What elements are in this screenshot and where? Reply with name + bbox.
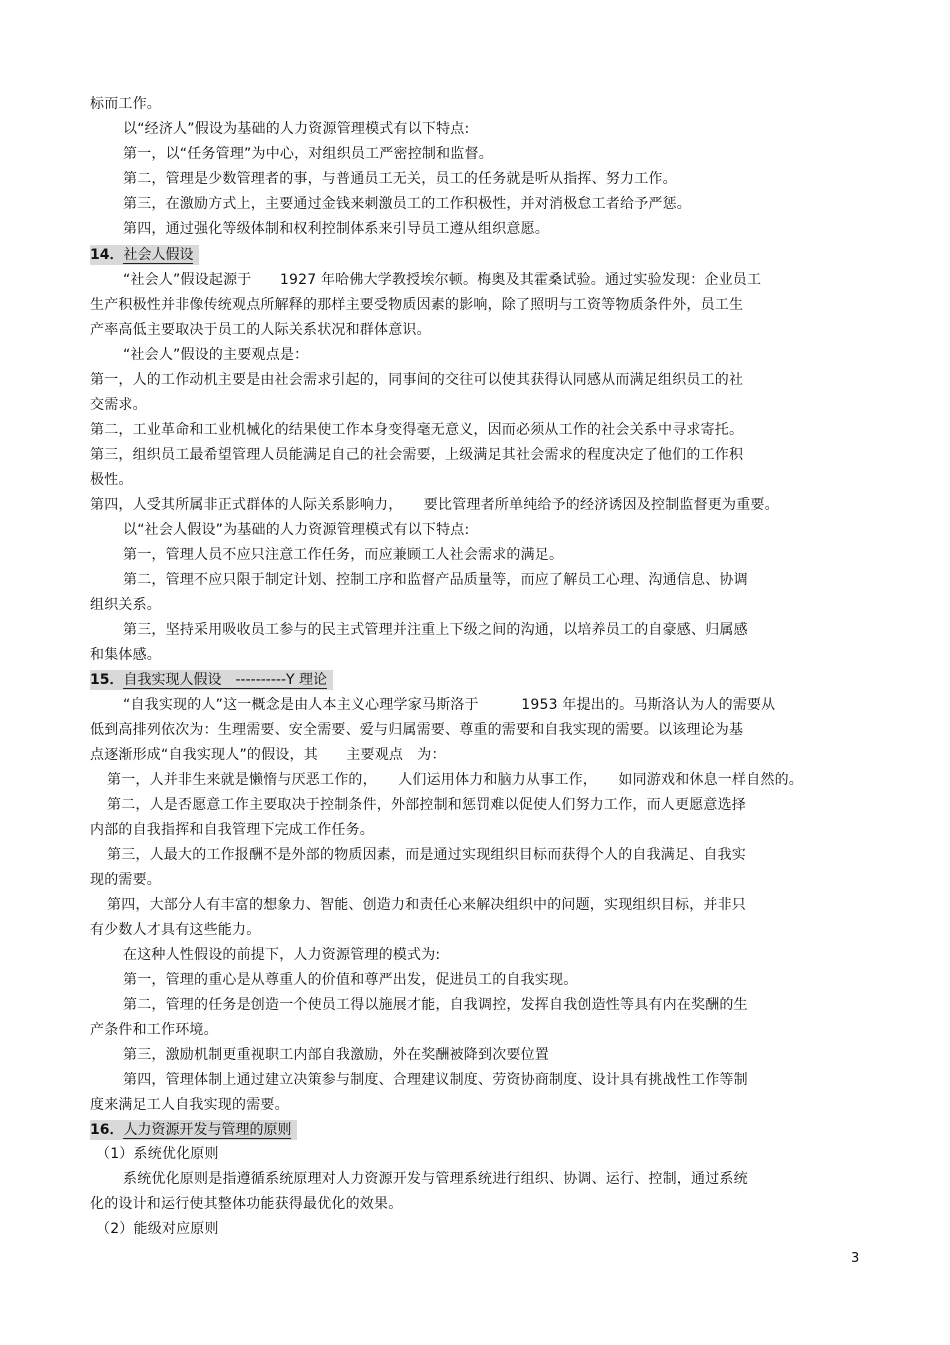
text-line: 第一，人的工作动机主要是由社会需求引起的，同事间的交往可以使其获得认同感从而满足组织员工的社 bbox=[90, 372, 744, 388]
text-line: 度来满足工人自我实现的需要。 bbox=[90, 1097, 289, 1113]
text-line: 系统优化原则是指遵循系统原理对人力资源开发与管理系统进行组织、协调、运行、控制，通过系统 bbox=[123, 1171, 748, 1187]
text-line: 第三，坚持采用吸收员工参与的民主式管理并注重上下级之间的沟通，以培养员工的自豪感、归属感 bbox=[123, 622, 748, 638]
text-line: “社会人”假设起源于 1927 年哈佛大学教授埃尔顿。梅奥及其霍桑试验。通过实验发现：企业员工 bbox=[123, 272, 762, 288]
text-line: （1）系统优化原则 bbox=[96, 1146, 219, 1162]
text-line: 第二，管理是少数管理者的事，与普通员工无关，员工的任务就是听从指挥、努力工作。 bbox=[123, 171, 677, 187]
text-line: 第三，人最大的工作报酬不是外部的物质因素，而是通过实现组织目标而获得个人的自我满足、自我实 bbox=[107, 847, 746, 863]
text-line: 第四，通过强化等级体制和权利控制体系来引导员工遵从组织意愿。 bbox=[123, 221, 549, 237]
text-line: 以“社会人假设”为基础的人力资源管理模式有以下特点: bbox=[123, 522, 470, 538]
text-line: 低到高排列依次为：生理需要、安全需要、爱与归属需要、尊重的需要和自我实现的需要。以该理论为基 bbox=[90, 722, 744, 738]
heading-number: 15． bbox=[90, 672, 124, 688]
text-line: 生产积极性并非像传统观点所解释的那样主要受物质因素的影响，除了照明与工资等物质条件外，员工生 bbox=[90, 297, 744, 313]
text-line: 第二，人是否愿意工作主要取决于控制条件，外部控制和惩罚难以促使人们努力工作，而人更愿意选择 bbox=[107, 797, 746, 813]
text-line: 第一，人并非生来就是懒惰与厌恶工作的， 人们运用体力和脑力从事工作， 如同游戏和休息一样自然的。 bbox=[107, 772, 803, 788]
text-line: 第二，管理的任务是创造一个使员工得以施展才能，自我调控，发挥自我创造性等具有内在奖酬的生 bbox=[123, 997, 748, 1013]
text-line: 第四，管理体制上通过建立决策参与制度、合理建议制度、劳资协商制度、设计具有挑战性工作等制 bbox=[123, 1072, 748, 1088]
text-line: 化的设计和运行使其整体功能获得最优化的效果。 bbox=[90, 1196, 403, 1212]
text-line: 极性。 bbox=[90, 472, 133, 488]
text-line: 第四，大部分人有丰富的想象力、智能、创造力和责任心来解决组织中的问题，实现组织目标，并非只 bbox=[107, 897, 746, 913]
text-line: “自我实现的人”这一概念是由人本主义心理学家马斯洛于 1953 年提出的。马斯洛认为人的需要从 bbox=[123, 697, 776, 713]
section-heading bbox=[90, 245, 199, 265]
section-heading bbox=[90, 1120, 297, 1140]
text-line: 第二，管理不应只限于制定计划、控制工序和监督产品质量等，而应了解员工心理、沟通信息、协调 bbox=[123, 572, 748, 588]
text-line: 标而工作。 bbox=[90, 96, 161, 112]
heading-number: 16． bbox=[90, 1122, 124, 1138]
text-line: 以“经济人”假设为基础的人力资源管理模式有以下特点: bbox=[123, 121, 470, 137]
heading-title: 人力资源开发与管理的原则 bbox=[123, 1122, 292, 1138]
text-line: 交需求。 bbox=[90, 397, 147, 413]
text-line: 第三，在激励方式上，主要通过金钱来刺激员工的工作积极性，并对消极怠工者给予严惩。 bbox=[123, 196, 691, 212]
text-line: 产条件和工作环境。 bbox=[90, 1022, 218, 1038]
heading-title: 社会人假设 bbox=[123, 247, 194, 263]
heading-number: 14． bbox=[90, 247, 124, 263]
section-heading bbox=[90, 670, 333, 690]
text-line: 第四，人受其所属非正式群体的人际关系影响力， 要比管理者所单纯给予的经济诱因及控制监督更为重要。 bbox=[90, 497, 779, 513]
text-line: 在这种人性假设的前提下，人力资源管理的模式为: bbox=[123, 947, 441, 963]
heading-title: 自我实现人假设 ----------Y 理论 bbox=[123, 672, 328, 688]
text-line: 组织关系。 bbox=[90, 597, 161, 613]
text-line: 产率高低主要取决于员工的人际关系状况和群体意识。 bbox=[90, 322, 431, 338]
text-line: 第三，组织员工最希望管理人员能满足自己的社会需要，上级满足其社会需求的程度决定了他们的工作积 bbox=[90, 447, 744, 463]
text-line: 第一，以“任务管理”为中心，对组织员工严密控制和监督。 bbox=[123, 146, 493, 162]
page-number: 3 bbox=[851, 1251, 860, 1266]
text-line: 第三，激励机制更重视职工内部自我激励，外在奖酬被降到次要位置 bbox=[123, 1047, 549, 1063]
text-line: 现的需要。 bbox=[90, 872, 161, 888]
text-line: 内部的自我指挥和自我管理下完成工作任务。 bbox=[90, 822, 374, 838]
text-line: 第一，管理的重心是从尊重人的价值和尊严出发，促进员工的自我实现。 bbox=[123, 972, 578, 988]
text-line: 第一，管理人员不应只注意工作任务，而应兼顾工人社会需求的满足。 bbox=[123, 547, 564, 563]
text-line: 和集体感。 bbox=[90, 647, 161, 663]
text-line: 点逐渐形成“自我实现人”的假设，其 主要观点 为： bbox=[90, 747, 446, 763]
text-line: （2）能级对应原则 bbox=[96, 1221, 219, 1237]
text-line: “社会人”假设的主要观点是： bbox=[123, 347, 309, 363]
text-line: 第二，工业革命和工业机械化的结果使工作本身变得毫无意义，因而必须从工作的社会关系中寻求寄托。 bbox=[90, 422, 744, 438]
text-line: 有少数人才具有这些能力。 bbox=[90, 922, 261, 938]
